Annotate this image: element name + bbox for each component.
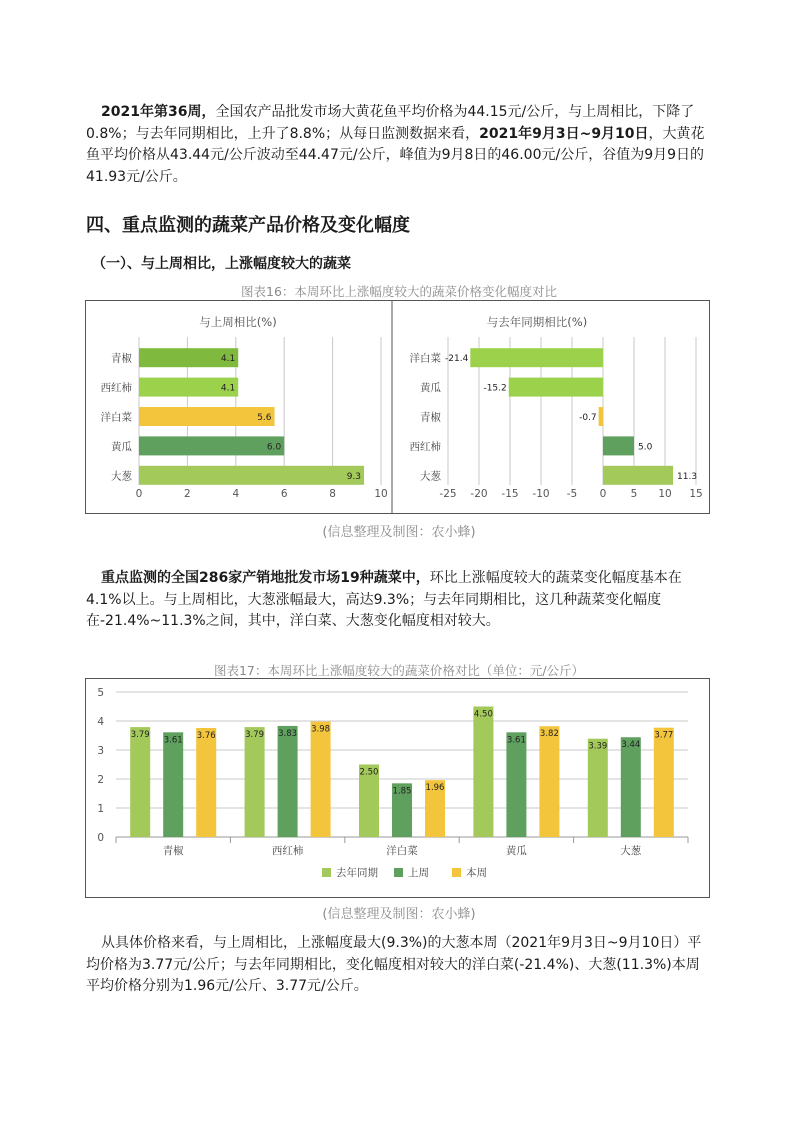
chart17-bar-3 bbox=[539, 726, 559, 837]
chart17-bar-2 bbox=[621, 737, 641, 837]
figure17-chart bbox=[85, 678, 710, 898]
chart17-legend-swatch bbox=[452, 868, 461, 877]
chart17-bar-1 bbox=[130, 727, 150, 837]
chart17-y-tick-label: 0 bbox=[97, 832, 104, 844]
chart17-data-label: 3.98 bbox=[311, 724, 331, 735]
chart16a-data-label: 4.1 bbox=[220, 383, 236, 394]
section-heading: 四、重点监测的蔬菜产品价格及变化幅度 bbox=[86, 215, 410, 236]
chart16b-data-label: 11.3 bbox=[677, 471, 698, 482]
chart17-category-label: 黄瓜 bbox=[505, 845, 527, 857]
para1-text-2: ，大黄花鱼平均价格从43.44元/公斤波动至44.47元/公斤，峰值为9月8日的46.00元/公斤，谷值为9月9日的41.93元/公斤。 bbox=[86, 125, 705, 185]
chart16b-data-label: 5.0 bbox=[638, 442, 653, 453]
chart16a-data-label: 5.6 bbox=[257, 413, 272, 423]
paragraph-fish-price bbox=[86, 102, 712, 188]
chart17-data-label: 3.61 bbox=[506, 735, 526, 746]
chart17-data-label: 3.76 bbox=[196, 730, 216, 741]
chart16b-bar bbox=[603, 436, 634, 455]
chart17-category-label: 青椒 bbox=[162, 845, 184, 857]
chart17-data-label: 3.79 bbox=[130, 730, 150, 741]
para1-bold-dates: 2021年9月3日~9月10日 bbox=[479, 125, 649, 142]
chart16b-category-label: 青椒 bbox=[420, 411, 441, 424]
para1-text-1: 全国农产品批发市场大黄花鱼平均价格为44.15元/公斤，与上周相比，下降了0.8%；与去年同期相比，上升了8.8%；从每日监测数据来看， bbox=[86, 104, 695, 142]
figure16-caption: (信息整理及制图：农小蜂) bbox=[322, 525, 476, 540]
chart16b-bar bbox=[599, 407, 603, 426]
chart16b-x-tick-label: -15 bbox=[501, 488, 519, 500]
chart16a-x-tick-label: 6 bbox=[280, 488, 288, 500]
chart17-category-label: 西红柿 bbox=[271, 845, 304, 857]
chart16b-bar bbox=[509, 378, 603, 397]
chart16a-category-label: 大葱 bbox=[111, 470, 132, 483]
chart17-y-tick-label: 4 bbox=[97, 716, 104, 728]
chart17-legend-label: 去年同期 bbox=[336, 867, 378, 879]
chart17-bar-3 bbox=[311, 722, 331, 837]
chart17-bar-1 bbox=[588, 739, 608, 837]
chart17-data-label: 2.50 bbox=[359, 767, 379, 778]
chart16a-category-label: 黄瓜 bbox=[111, 440, 132, 453]
chart16b-x-tick-label: -5 bbox=[566, 488, 578, 500]
chart16a-bar bbox=[139, 407, 275, 426]
figure17-svg bbox=[86, 679, 709, 897]
chart16a-bar bbox=[139, 466, 364, 485]
para2-text: 环比上涨幅度较大的蔬菜变化幅度基本在4.1%以上。与上周相比，大葱涨幅最大，高达9.3%；与去年同期相比，这几种蔬菜变化幅度在-21.4%~11.3%之间，其中，洋白菜、大葱变化幅度相对较大。 bbox=[86, 570, 682, 629]
chart17-bar-1 bbox=[473, 707, 493, 838]
chart17-bar-2 bbox=[278, 726, 298, 837]
chart16a-x-tick-label: 10 bbox=[374, 488, 388, 500]
figure17-title: 图表17：本周环比上涨幅度较大的蔬菜价格对比（单位：元/公斤） bbox=[213, 663, 585, 678]
chart16a-category-label: 青椒 bbox=[111, 352, 132, 365]
para2-bold: 重点监测的全国286家产销地批发市场19种蔬菜中， bbox=[101, 570, 430, 586]
chart16b-x-tick-label: 10 bbox=[658, 488, 672, 500]
chart17-bar-2 bbox=[163, 732, 183, 837]
paragraph-vegetable-summary bbox=[86, 568, 712, 633]
chart17-data-label: 3.44 bbox=[621, 740, 641, 751]
chart17-data-label: 3.79 bbox=[245, 730, 265, 741]
chart16b-x-tick-label: 5 bbox=[630, 488, 638, 500]
chart17-bar-2 bbox=[506, 732, 526, 837]
chart16b-title: 与去年同期相比(%) bbox=[486, 315, 588, 329]
chart17-legend-swatch bbox=[322, 868, 331, 877]
chart17-y-tick-label: 5 bbox=[97, 687, 104, 699]
chart16a-data-label: 6.0 bbox=[266, 442, 282, 453]
chart16b-bar bbox=[603, 466, 673, 485]
chart17-category-label: 洋白菜 bbox=[386, 845, 418, 857]
chart16a-x-tick-label: 8 bbox=[329, 488, 336, 500]
chart17-data-label: 3.77 bbox=[654, 730, 674, 741]
chart16a-x-tick-label: 2 bbox=[184, 488, 191, 500]
chart17-data-label: 3.61 bbox=[163, 735, 183, 746]
chart17-legend-label: 上周 bbox=[408, 867, 429, 879]
chart16b-data-label: -21.4 bbox=[445, 354, 469, 365]
chart17-y-tick-label: 2 bbox=[97, 774, 104, 786]
chart16b-category-label: 洋白菜 bbox=[409, 352, 441, 365]
figure16-title: 图表16：本周环比上涨幅度较大的蔬菜价格变化幅度对比 bbox=[241, 284, 557, 299]
para1-bold-week: 2021年第36周， bbox=[101, 104, 216, 120]
chart17-data-label: 3.82 bbox=[539, 729, 559, 740]
chart16b-data-label: -0.7 bbox=[579, 413, 597, 423]
chart16b-x-tick-label: 0 bbox=[599, 488, 607, 500]
chart17-bar-1 bbox=[245, 727, 265, 837]
chart17-data-label: 4.50 bbox=[473, 709, 493, 720]
chart17-category-label: 大葱 bbox=[620, 845, 642, 857]
paragraph-price-detail: 从具体价格来看，与上周相比，上涨幅度最大(9.3%)的大葱本周（2021年9月3日~9月10日）平均价格为3.77元/公斤；与去年同期相比，变化幅度相对较大的洋白菜(-21.4%)、大葱(11.3%)本周平均价格分别为1.96元/公斤、3.77元/公斤。 bbox=[86, 935, 702, 994]
chart17-data-label: 1.96 bbox=[425, 783, 445, 794]
chart17-y-tick-label: 1 bbox=[97, 803, 104, 815]
chart17-y-tick-label: 3 bbox=[97, 745, 104, 757]
chart16b-data-label: -15.2 bbox=[483, 383, 507, 394]
chart17-data-label: 3.39 bbox=[588, 741, 608, 752]
subsection-heading: （一）、与上周相比，上涨幅度较大的蔬菜 bbox=[92, 256, 351, 272]
figure16-svg bbox=[86, 301, 709, 513]
chart16a-x-tick-label: 4 bbox=[232, 488, 240, 500]
chart17-legend-label: 本周 bbox=[466, 867, 487, 879]
chart16a-data-label: 9.3 bbox=[346, 471, 362, 482]
chart16b-x-tick-label: -20 bbox=[470, 488, 488, 500]
chart16a-data-label: 4.1 bbox=[220, 354, 236, 365]
chart17-data-label: 3.83 bbox=[278, 728, 298, 739]
chart17-data-label: 1.85 bbox=[392, 786, 412, 797]
figure17-caption: (信息整理及制图：农小蜂) bbox=[322, 907, 476, 922]
chart16b-x-tick-label: -25 bbox=[439, 488, 457, 500]
chart17-legend-swatch bbox=[394, 868, 403, 877]
chart16b-x-tick-label: 15 bbox=[689, 488, 703, 500]
chart16b-category-label: 大葱 bbox=[420, 470, 441, 483]
chart16a-category-label: 西红柿 bbox=[100, 382, 132, 395]
chart16a-x-tick-label: 0 bbox=[135, 488, 143, 500]
chart17-bar-3 bbox=[654, 728, 674, 837]
chart16b-bar bbox=[470, 348, 603, 367]
chart16b-x-tick-label: -10 bbox=[532, 488, 550, 500]
chart16a-bar bbox=[139, 436, 284, 455]
chart16b-category-label: 黄瓜 bbox=[420, 382, 441, 395]
chart17-bar-3 bbox=[196, 728, 216, 837]
chart16a-title: 与上周相比(%) bbox=[199, 315, 277, 329]
chart16b-category-label: 西红柿 bbox=[409, 440, 441, 453]
figure16-chart bbox=[85, 300, 710, 514]
chart16a-category-label: 洋白菜 bbox=[100, 411, 132, 424]
